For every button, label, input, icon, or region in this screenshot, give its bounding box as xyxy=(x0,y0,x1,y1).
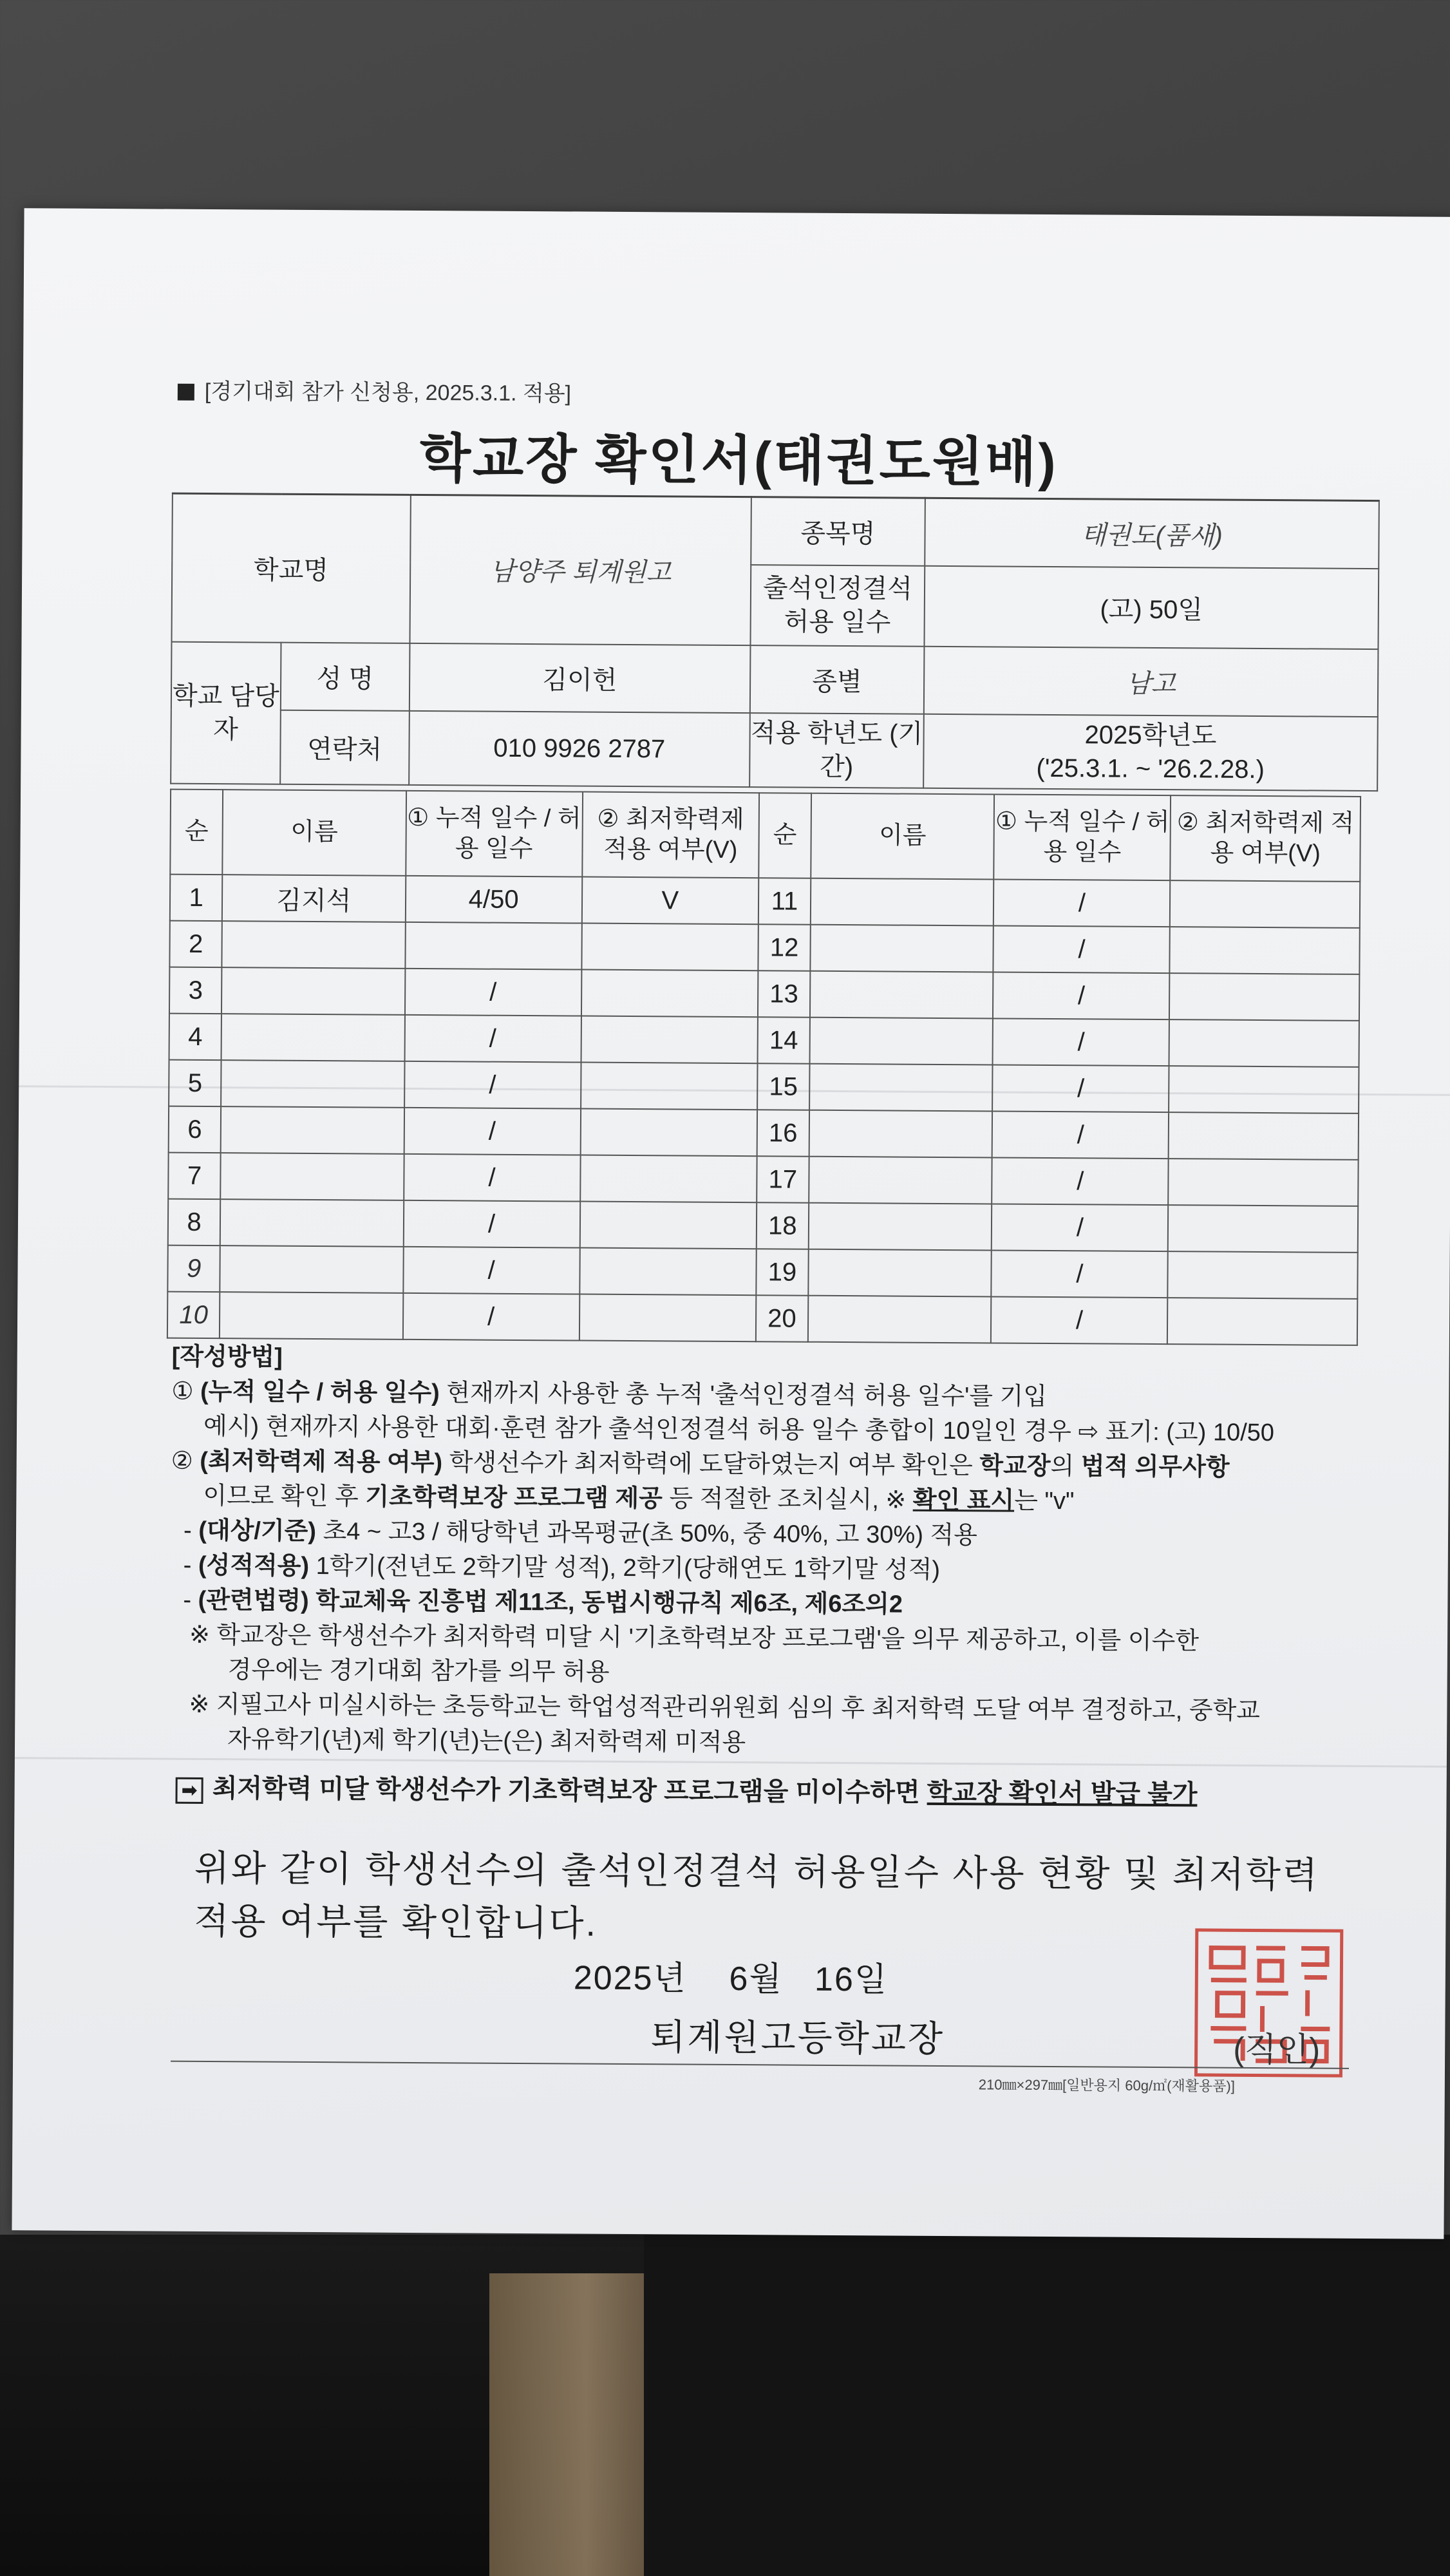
student-name-cell xyxy=(808,1296,992,1343)
table-row xyxy=(169,921,1359,974)
info-table xyxy=(170,493,1380,791)
instructions xyxy=(169,1340,1382,1764)
min-check-cell xyxy=(579,1202,757,1249)
paper-spec: 210㎜×297㎜[일반용지 60g/㎡(재활용품)] xyxy=(978,2076,1236,2094)
min-check-cell xyxy=(579,1294,757,1342)
days-cell: / xyxy=(993,925,1171,973)
days-cell: / xyxy=(402,1293,579,1341)
min-check-cell xyxy=(1169,1159,1359,1206)
year-label: 적용 학년도 (기간) xyxy=(749,713,923,788)
student-name-cell xyxy=(220,1245,404,1293)
col-name: 이름 xyxy=(223,790,406,876)
note-2: ※ 지필고사 미실시하는 초등학교는 학업성적관리위원회 심의 후 최저학력 도달 여부 결정하고, 중학교 xyxy=(189,1690,1261,1725)
min-check-cell xyxy=(1167,1298,1357,1345)
prelabel-text: [경기대회 참가 신청용, 2025.3.1. 적용] xyxy=(204,379,572,406)
days-cell: / xyxy=(404,969,581,1016)
instruction-1-example: 예시) 현재까지 사용한 대회·훈련 참가 출석인정결석 허용 일수 총합이 10일인 경우 ⇨ 표기: (고) 10/50 xyxy=(203,1412,1275,1447)
days-cell: / xyxy=(403,1200,580,1248)
student-name-cell: 김지석 xyxy=(222,875,406,922)
background-bottom xyxy=(0,2235,1450,2576)
min-check-cell xyxy=(1170,880,1360,928)
seq-cell: 4 xyxy=(169,1014,222,1060)
seq-cell: 5 xyxy=(169,1060,221,1106)
school-label: 학교명 xyxy=(172,493,411,643)
seq-cell: 8 xyxy=(168,1199,221,1245)
col-min: ② 최저학력제 적용 여부(V) xyxy=(582,792,759,878)
min-check-cell xyxy=(579,1248,757,1296)
days-cell: / xyxy=(991,1296,1168,1344)
seal-label: (직인) xyxy=(1233,2031,1321,2069)
student-name-cell xyxy=(220,1199,404,1247)
note-1: ※ 학교장은 학생선수가 최저학력 미달 시 '기초학력보장 프로그램'을 의무 제공하고, 이를 이수한 xyxy=(189,1621,1200,1655)
col-seq: 순 xyxy=(758,793,811,878)
seq-cell: 12 xyxy=(758,924,811,971)
student-name-cell xyxy=(811,878,994,926)
days-cell: / xyxy=(992,1111,1169,1159)
student-name-cell xyxy=(810,925,993,972)
seq-cell: 6 xyxy=(169,1106,221,1153)
note-1b: 경우에는 경기대회 참가를 의무 허용 xyxy=(227,1656,610,1686)
student-name-cell xyxy=(221,1060,404,1108)
arrow-icon: ➡ xyxy=(175,1777,203,1804)
document-title: 학교장 확인서(태권도원배) xyxy=(419,429,1058,493)
table-header-row xyxy=(170,790,1361,882)
dash: - xyxy=(183,1551,192,1579)
seq-cell: 10 xyxy=(167,1292,220,1338)
col-name: 이름 xyxy=(811,793,994,880)
table-row xyxy=(169,967,1359,1021)
contact-value: 010 9926 2787 xyxy=(409,710,750,786)
notice-text: 최저학력 미달 학생선수가 기초학력보장 프로그램을 미이수하면 xyxy=(212,1774,927,1807)
student-name-cell xyxy=(222,921,406,969)
days-cell xyxy=(405,922,582,970)
prelabel xyxy=(178,374,571,408)
seq-cell: 3 xyxy=(169,967,222,1014)
instruction-1-text: 현재까지 사용한 총 누적 '출석인정결석 허용 일수'를 기입 xyxy=(439,1379,1048,1410)
seq-cell: 19 xyxy=(756,1249,809,1295)
notice xyxy=(175,1768,1197,1811)
instruction-2-bold-b: 학교장 xyxy=(979,1452,1051,1481)
min-check-cell xyxy=(581,1063,758,1110)
days-cell: / xyxy=(992,1250,1169,1298)
seq-cell: 9 xyxy=(167,1245,220,1292)
student-name-cell xyxy=(809,1157,992,1204)
detail-target-text: 초4 ~ 고3 / 해당학년 과목평균(초 50%, 중 40%, 고 30%) 적용 xyxy=(315,1518,978,1549)
min-check-cell: V xyxy=(582,877,759,925)
confirmation-text: 위와 같이 학생선수의 출석인정결석 허용일수 사용 현황 및 최저학력 적용 여부를 확인합니다. xyxy=(194,1847,1320,1944)
instruction-2-line2-e: 는 "v" xyxy=(1014,1487,1075,1515)
seq-cell: 1 xyxy=(170,875,223,921)
footer-rule xyxy=(171,2061,1349,2069)
min-check-cell xyxy=(1169,1112,1359,1160)
min-check-cell xyxy=(1168,1205,1358,1253)
col-min: ② 최저학력제 적용 여부(V) xyxy=(1171,795,1361,882)
event-value: 태권도(품새) xyxy=(925,498,1379,568)
student-table xyxy=(167,789,1361,1346)
days-cell: / xyxy=(404,1108,581,1155)
min-check-cell xyxy=(581,923,758,971)
col-seq: 순 xyxy=(170,790,223,875)
year-period: ('25.3.1. ~ '26.2.28.) xyxy=(1036,753,1265,784)
type-label: 종별 xyxy=(750,645,924,714)
table-row xyxy=(168,1199,1358,1253)
dash: - xyxy=(183,1517,192,1544)
instruction-2-line2-b: 기초학력보장 프로그램 제공 xyxy=(365,1483,663,1513)
background-cloth xyxy=(644,2235,1450,2576)
min-check-cell xyxy=(581,1016,758,1064)
seq-cell: 7 xyxy=(168,1153,221,1199)
days-cell: / xyxy=(992,1204,1169,1251)
seq-cell: 13 xyxy=(758,971,811,1017)
dash: - xyxy=(183,1586,192,1614)
min-check-cell xyxy=(1169,1066,1359,1113)
table-row xyxy=(169,1106,1359,1160)
seq-cell: 11 xyxy=(758,878,811,924)
days-cell: / xyxy=(993,972,1170,1019)
min-check-cell xyxy=(581,970,758,1018)
manager-label: 학교 담당자 xyxy=(171,641,281,784)
instruction-2-bold-c: 법적 의무사항 xyxy=(1080,1453,1230,1481)
student-name-cell xyxy=(808,1249,992,1297)
student-name-cell xyxy=(220,1153,404,1200)
student-name-cell xyxy=(809,1064,993,1112)
instruction-2-line2-d: 확인 표시 xyxy=(912,1486,1015,1515)
name-label: 성 명 xyxy=(281,642,410,710)
type-value: 남고 xyxy=(924,646,1379,716)
min-check-cell xyxy=(1168,1251,1358,1299)
detail-law-text: 학교체육 진흥법 제11조, 동법시행규칙 제6조, 제6조의2 xyxy=(308,1587,903,1618)
principal-title: 퇴계원고등학교장 xyxy=(650,2016,945,2060)
min-check-cell xyxy=(580,1109,757,1157)
seq-cell: 14 xyxy=(757,1017,810,1063)
instruction-2-text: 학생선수가 최저학력에 도달하였는지 여부 확인은 xyxy=(442,1449,980,1480)
min-check-cell xyxy=(1169,973,1359,1021)
col-days: ① 누적 일수 / 허용 일수 xyxy=(994,794,1171,880)
instructions-heading: [작성방법] xyxy=(171,1343,283,1371)
detail-grade-bold: (성적적용) xyxy=(198,1551,310,1580)
detail-law-bold: (관련법령) xyxy=(198,1586,309,1615)
instruction-2-bold: (최저학력제 적용 여부) xyxy=(200,1447,443,1477)
square-bullet-icon xyxy=(178,384,194,401)
year-value: 2025학년도 xyxy=(1084,721,1217,750)
instruction-2-line2-c: 등 적절한 조치실시, ※ xyxy=(662,1485,913,1514)
student-name-cell xyxy=(810,1018,993,1065)
seq-cell: 20 xyxy=(756,1295,809,1341)
detail-target-bold: (대상/기준) xyxy=(198,1517,317,1546)
document-paper xyxy=(12,208,1450,2239)
detail-grade-text: 1학기(전년도 2학기말 성적), 2학기(당해연도 1학기말 성적) xyxy=(308,1552,941,1584)
issue-date: 2025년 6월 16일 xyxy=(573,1959,889,1999)
instruction-1-bold: (누적 일수 / 허용 일수) xyxy=(200,1378,440,1407)
year-cell xyxy=(923,714,1378,790)
allow-value: (고) 50일 xyxy=(924,565,1379,649)
name-value: 김이헌 xyxy=(409,643,750,712)
circled-2: ② xyxy=(171,1447,193,1475)
seq-cell: 17 xyxy=(757,1156,809,1202)
days-cell: / xyxy=(403,1247,580,1294)
seq-cell: 16 xyxy=(757,1110,809,1156)
days-cell: / xyxy=(992,1157,1169,1205)
col-days: ① 누적 일수 / 허용 일수 xyxy=(406,791,583,877)
student-name-cell xyxy=(809,1203,992,1251)
table-row xyxy=(168,1153,1358,1206)
min-check-cell xyxy=(1170,927,1360,974)
student-name-cell xyxy=(809,1110,993,1158)
table-row xyxy=(170,875,1360,928)
contact-label: 연락처 xyxy=(280,710,409,784)
student-name-cell xyxy=(220,1292,403,1340)
table-row xyxy=(169,1014,1359,1067)
instruction-2-text-b: 의 xyxy=(1050,1453,1081,1481)
seq-cell: 15 xyxy=(757,1063,810,1110)
days-cell: 4/50 xyxy=(405,876,582,923)
min-check-cell xyxy=(1169,1019,1359,1067)
instruction-2-line2-a: 이므로 확인 후 xyxy=(203,1482,366,1511)
days-cell: / xyxy=(404,1061,581,1109)
days-cell: / xyxy=(404,1015,581,1063)
days-cell: / xyxy=(993,1018,1170,1066)
table-row xyxy=(167,1245,1357,1299)
student-name-cell xyxy=(221,1014,405,1061)
notice-emphasis: 학교장 확인서 발급 불가 xyxy=(927,1778,1198,1809)
days-cell: / xyxy=(992,1065,1169,1112)
student-name-cell xyxy=(810,971,993,1019)
event-label: 종목명 xyxy=(751,497,925,566)
days-cell: / xyxy=(993,879,1171,927)
student-name-cell xyxy=(221,967,405,1015)
seq-cell: 2 xyxy=(169,921,222,967)
allow-label: 출석인정결석 허용 일수 xyxy=(750,565,924,647)
note-2b: 자유학기(년)제 학기(년)는(은) 최저학력제 미적용 xyxy=(227,1726,746,1757)
days-cell: / xyxy=(404,1154,581,1202)
school-value: 남양주 퇴계원고 xyxy=(410,495,751,645)
min-check-cell xyxy=(580,1155,757,1203)
table-row xyxy=(169,1060,1359,1113)
seq-cell: 18 xyxy=(757,1202,809,1249)
circled-1: ① xyxy=(171,1378,194,1405)
table-row xyxy=(167,1292,1357,1345)
student-name-cell xyxy=(221,1106,404,1154)
